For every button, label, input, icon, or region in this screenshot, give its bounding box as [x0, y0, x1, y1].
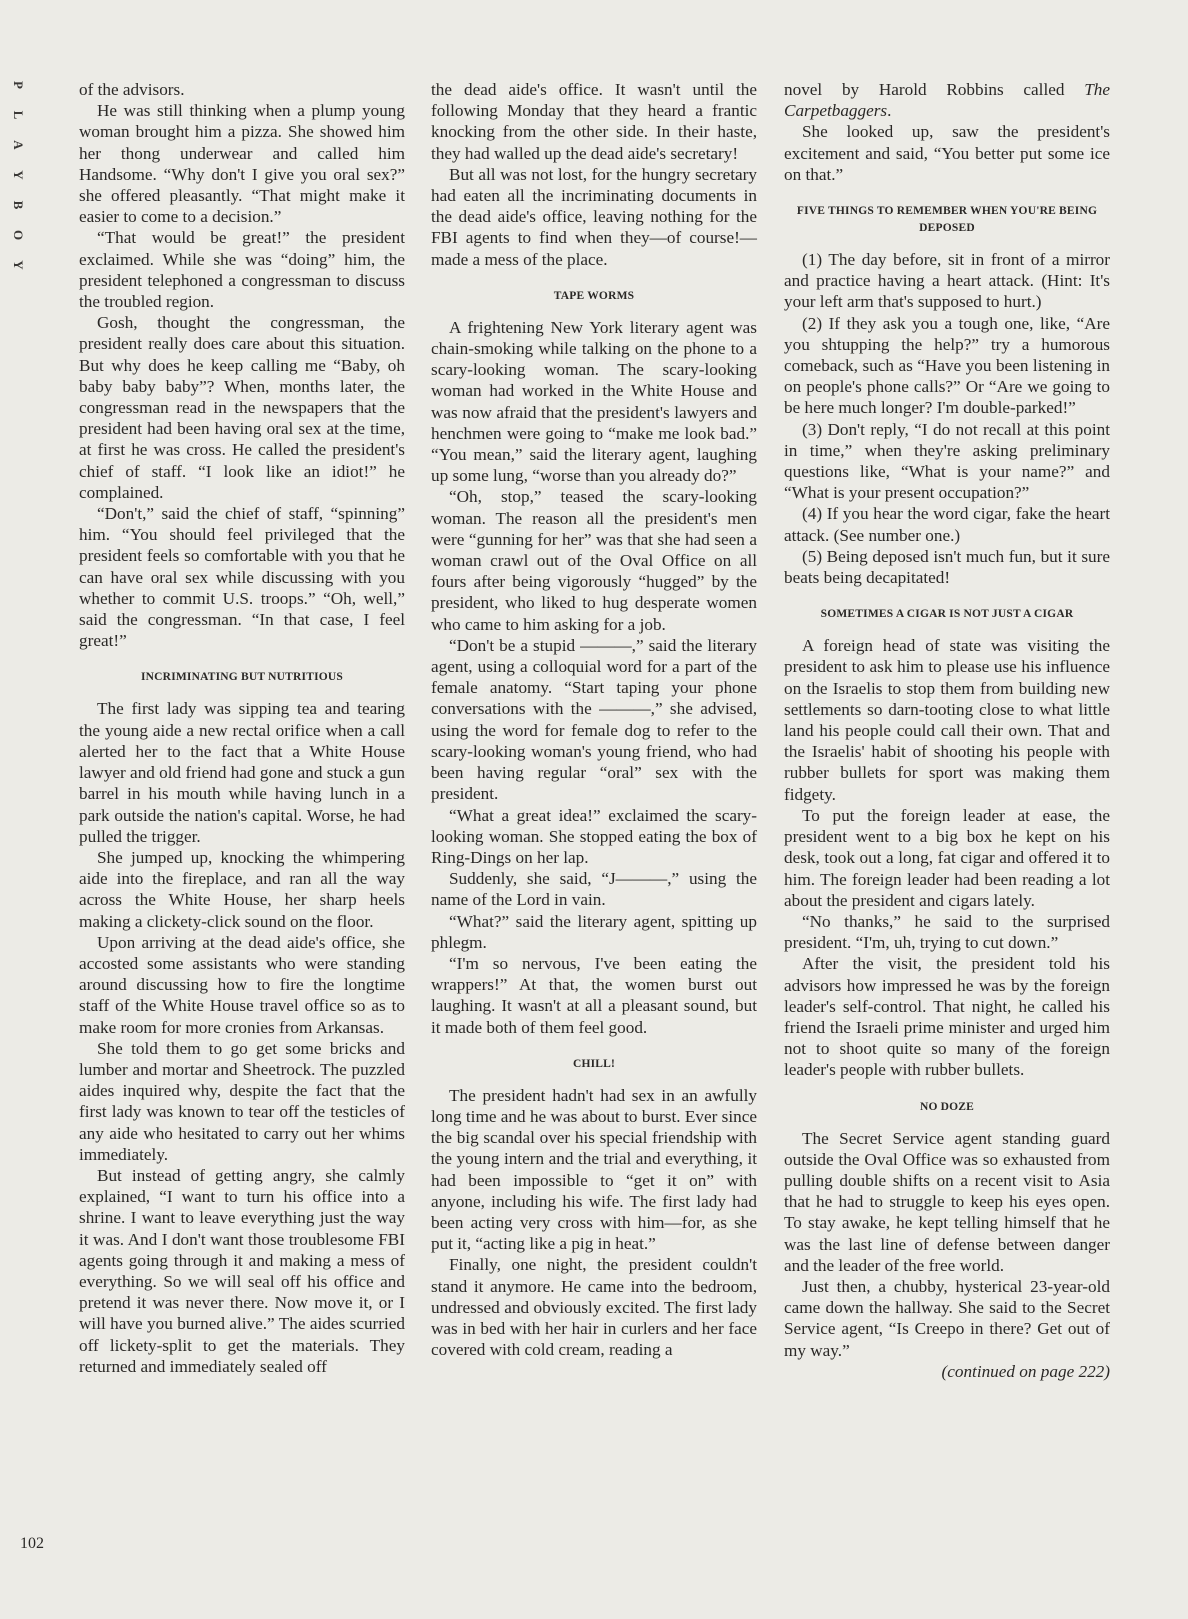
- paragraph: (5) Being deposed isn't much fun, but it sure beats being decapitated!: [784, 546, 1110, 588]
- page-number: 102: [20, 1535, 44, 1552]
- paragraph: He was still thinking when a plump young woman brought him a pizza. She showed him her thong underwear and called him Handsome. “Why don't I give you oral sex?” she offered pleasantly. “That might make it easier to come to a decision.”: [79, 101, 405, 227]
- masthead-letter: Y: [11, 260, 26, 270]
- paragraph: Upon arriving at the dead aide's office, she accosted some assistants who were standing around discussing how to fire the longtime staff of the White House travel office so as to make room for more cronies from Arkansas.: [79, 932, 405, 1037]
- paragraph: [784, 79, 1110, 121]
- paragraph: (1) The day before, sit in front of a mirror and practice having a heart attack. (Hint: It's your left arm that's supposed to hurt.): [784, 250, 1110, 312]
- paragraph: “That would be great!” the president exclaimed. While she was “doing” him, the president telephoned a congressman to discuss the troubled region.: [79, 228, 405, 312]
- section-heading: CHILL!: [572, 1057, 616, 1070]
- masthead-letter: O: [11, 229, 26, 241]
- paragraph: To put the foreign leader at ease, the president went to a big box he kept on his desk, took out a long, fat cigar and offered it to him. The foreign leader had been reading a lot about the president and cigars lately.: [784, 805, 1110, 910]
- section-heading: NO DOZE: [919, 1100, 975, 1113]
- masthead-letter: A: [11, 140, 26, 150]
- paragraph: She jumped up, knocking the whimpering aide into the fireplace, and ran all the way across the White House, her sharp heels making a clickety-click sound on the floor.: [79, 847, 405, 931]
- paragraph: Finally, one night, the president couldn't stand it anymore. He came into the bedroom, undressed and obviously excited. The first lady was in bed with her hair in curlers and her face covered with cold cream, reading a: [431, 1255, 757, 1360]
- paragraph: She told them to go get some bricks and lumber and mortar and Sheetrock. The puzzled aides inquired why, despite the fact that the first lady was known to tear off the testicles of any aide who hesitated to carry out her whims immediately.: [79, 1038, 405, 1164]
- column-3: [784, 79, 1110, 1382]
- column-1: [79, 79, 405, 1377]
- paragraph: After the visit, the president told his advisors how impressed he was by the foreign leader's self-control. That night, he called his friend the Israeli prime minister and urged him not to shoot quite so many of the foreign leader's people with rubber bullets.: [784, 954, 1110, 1080]
- section-heading: TAPE WORMS: [553, 289, 635, 302]
- column-2: [431, 79, 757, 1360]
- paragraph-text: .: [887, 101, 892, 121]
- masthead-letter: Y: [11, 170, 26, 180]
- book-title: The Carpetbaggers: [784, 80, 1110, 121]
- paragraph: The president hadn't had sex in an awfully long time and he was about to burst. Ever since the big scandal over his special friendship with the young intern and the trial and everything, it had been impossible to “get it on” with anyone, including his wife. The first lady had been acting very cross with him—for, as she put it, “acting like a pig in heat.”: [431, 1085, 757, 1254]
- masthead: [8, 70, 28, 280]
- paragraph: A frightening New York literary agent was chain-smoking while talking on the phone to a scary-looking woman. The scary-looking woman had worked in the White House and was now afraid that the president's lawyers and henchmen were going to “make me look bad.” “You mean,” said the literary agent, laughing up some lung, “worse than you already do?”: [431, 317, 757, 486]
- paragraph: Suddenly, she said, “J———,” using the name of the Lord in vain.: [431, 869, 757, 910]
- paragraph: (2) If they ask you a tough one, like, “Are you shtupping the help?” try a humorous comeback, such as “Have you been listening in on people's phone calls?” Or “Are we going to be here much longer? I'm double-parked!”: [784, 313, 1110, 418]
- paragraph: She looked up, saw the president's excitement and said, “You better put some ice on that.”: [784, 122, 1110, 184]
- paragraph: Just then, a chubby, hysterical 23-year-old came down the hallway. She said to the Secret Service agent, “Is Creepo in there? Get out of my way.”: [784, 1276, 1110, 1360]
- paragraph: “Oh, stop,” teased the scary-looking woman. The reason all the president's men were “gunning for her” was that she had seen a woman crawl out of the Oval Office on all fours after being vigorously “hugged” by the president, who liked to hug desperate women who came to him asking for a job.: [431, 487, 757, 634]
- paragraph: “I'm so nervous, I've been eating the wrappers!” At that, the women burst out laughing. It wasn't at all a pleasant sound, but it made both of them feel good.: [431, 953, 757, 1037]
- paragraph: (3) Don't reply, “I do not recall at this point in time,” when they're asking preliminary questions like, “What is your name?” and “What is your present occupation?”: [784, 419, 1110, 503]
- paragraph: The Secret Service agent standing guard outside the Oval Office was so exhausted from pulling double shifts on a recent visit to Asia that he had to struggle to keep his eyes open. To stay awake, he kept telling himself that he was the last line of defense between danger and the leader of the free world.: [784, 1128, 1110, 1275]
- paragraph: Gosh, thought the congressman, the president really does care about this situation. But why does he keep calling me “Baby, oh baby baby baby”? When, months later, the congressman read in the newspapers that the president had been having oral sex at the time, at first he was cross. He called the president's chief of staff. “I look like an idiot!” he complained.: [79, 313, 405, 502]
- paragraph: “No thanks,” he said to the surprised president. “I'm, uh, trying to cut down.”: [784, 911, 1110, 953]
- paragraph: the dead aide's office. It wasn't until the following Monday that they heard a frantic knocking from the other side. In their haste, they had walled up the dead aide's secretary!: [431, 80, 757, 163]
- section-heading: INCRIMINATING BUT NUTRITIOUS: [141, 671, 343, 684]
- paragraph: “Don't,” said the chief of staff, “spinning” him. “You should feel privileged that the president feels so comfortable with you that he can have oral sex while discussing with you whether to commit U.S. troops.” “Oh, well,” said the congressman. “In that case, I feel great!”: [79, 504, 405, 651]
- masthead-letter: B: [11, 200, 26, 210]
- paragraph: (4) If you hear the word cigar, fake the heart attack. (See number one.): [784, 504, 1110, 545]
- paragraph: But all was not lost, for the hungry secretary had eaten all the incriminating documents in the dead aide's office, leaving nothing for the FBI agents to find when they—of course!—made a mess of the place.: [431, 164, 757, 269]
- paragraph: “What?” said the literary agent, spitting up phlegm.: [431, 911, 757, 952]
- masthead-letter: L: [11, 110, 26, 120]
- masthead-letter: P: [11, 81, 26, 89]
- paragraph: of the advisors.: [79, 80, 185, 99]
- paragraph: “Don't be a stupid ———,” said the literary agent, using a colloquial word for a part of the female anatomy. “Start taping your phone conversations with the ———,” she advised, using the word for female dog to refer to the scary-looking woman's young friend, who had been having regular “oral” sex with the president.: [431, 635, 757, 804]
- section-heading: SOMETIMES A CIGAR IS NOT JUST A CIGAR: [820, 608, 1074, 621]
- paragraph-text: novel by Harold Robbins called: [784, 80, 1085, 99]
- paragraph: A foreign head of state was visiting the president to ask him to please use his influence on the Israelis to stop them from building new settlements so darn-tooting close to what little land his people could call their own. That and the Israelis' habit of shooting his people with rubber bullets for sport was making them fidgety.: [784, 636, 1110, 804]
- paragraph: But instead of getting angry, she calmly explained, “I want to turn his office into a shrine. I want to leave everything just the way it was. And I don't want those troublesome FBI agents going through it and making a mess of everything. So we will seal off his office and pretend it was never there. Now move it, or I will have you burned alive.” The aides scurried off lickety-split to get the materials. They returned and immediately sealed off: [79, 1165, 405, 1376]
- paragraph: “What a great idea!” exclaimed the scary-looking woman. She stopped eating the box of Ring-Dings on her lap.: [431, 805, 757, 867]
- continued-note: (continued on page 222): [941, 1361, 1110, 1381]
- paragraph: The first lady was sipping tea and tearing the young aide a new rectal orifice when a call alerted her to the fact that a White House lawyer and old friend had gone and stuck a gun barrel in his mouth while having lunch in a park outside the nation's capital. Worse, he had pulled the trigger.: [79, 699, 405, 846]
- section-heading: FIVE THINGS TO REMEMBER WHEN YOU'RE BEING DEPOSED: [796, 205, 1098, 235]
